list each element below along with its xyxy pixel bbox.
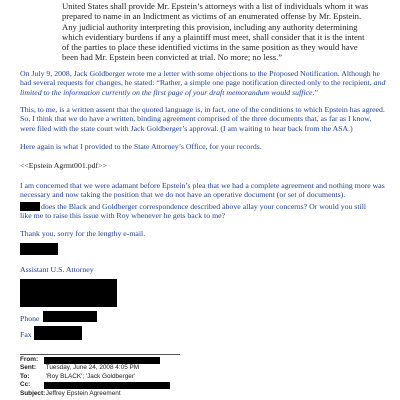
redacted-from-address [44,357,160,364]
email-to-value: 'Roy BLACK'; 'Jack Goldberger' [45,372,136,380]
redacted-name [20,202,40,211]
email-subject-label: Subject: [20,389,46,397]
goldberger-letter-italic-quote: and limited to the information currently on the first page of your draft memorandum would suffice [20,78,386,97]
email-sent-row [20,364,139,372]
state-attorney-records-paragraph: Here again is what I provided to the State Attorney’s Office, for your records. [20,142,262,151]
written-assent-paragraph: This, to me, is a written assent that the quoted language is, in fact, one of the conditions to which Epstein has agreed. So, I think that we do have a written, binding agreement comprised of the three documents that, as far as I know, were filed with the state court with Jack Goldberger’s approval. (I am waiting to hear back from the ASA.) [20,105,385,133]
email-header [20,356,139,398]
fax-label: Fax [20,330,32,339]
redacted-fax-number [34,326,82,340]
email-sent-value: Tuesday, June 24, 2008 4:05 PM [45,364,140,372]
phone-label: Phone [20,314,40,323]
concern-paragraph: I am concerned that we were adamant before Epstein’s plea that we had a complete agreement and nothing more was necessary and now taking the position that we do not have an operative document (or set of documents). [20,181,385,200]
thank-you-line: Thank you, sorry for the lengthy e-mail. [20,229,146,238]
goldberger-letter-lead: On July 9, 2008, Jack Goldberger wrote me a letter with some objections to the Proposed Notification. Although he had several requests for changes, he stated: “Rather, a simple one page notification directed only to the recipient, [20,69,380,88]
redacted-signature-address [20,279,117,307]
redacted-signature-name [20,243,58,255]
email-cc-label: Cc: [20,381,31,389]
email-from-row [20,356,139,364]
goldberger-letter-paragraph [20,69,388,97]
allay-concerns-line2: like me to raise this issue with Roy whenever he gets back to me? [20,211,226,220]
redacted-cc-address [44,382,170,389]
email-from-label: From: [20,356,39,363]
email-subject-row [20,390,139,398]
email-to-row [20,373,139,381]
quoted-provision-text: United States shall provide Mr. Epstein’s attorneys with a list of individuals whom it was prepared to name in an Indictment as victims of an enumerated offense by Mr. Epstein. Any judicial authority interpreting this provision, including any authority determining which evidentiary burdens if any a plaintiff must meet, shall consider that it is the intent of the parties to place these identified victims in the same position as they would have been had Mr. Epstein been convicted at trial. No more; no less.” [62,1,369,63]
attachment-reference[interactable]: <<Epstein Agrmt001.pdf>> [20,161,107,170]
email-to-label: To: [20,372,30,380]
redacted-phone-number [43,311,97,322]
signature-title: Assistant U.S. Attorney [20,265,94,274]
email-cc-row [20,381,139,389]
goldberger-letter-tail: .” [312,87,318,97]
email-subject-value: Jeffrey Epstein Agreement [45,389,121,397]
email-header-divider [20,354,180,355]
allay-concerns-line1: does the Black and Goldberger correspondence described above allay your concerns? Or would you still [41,202,367,211]
email-sent-label: Sent: [20,364,36,372]
